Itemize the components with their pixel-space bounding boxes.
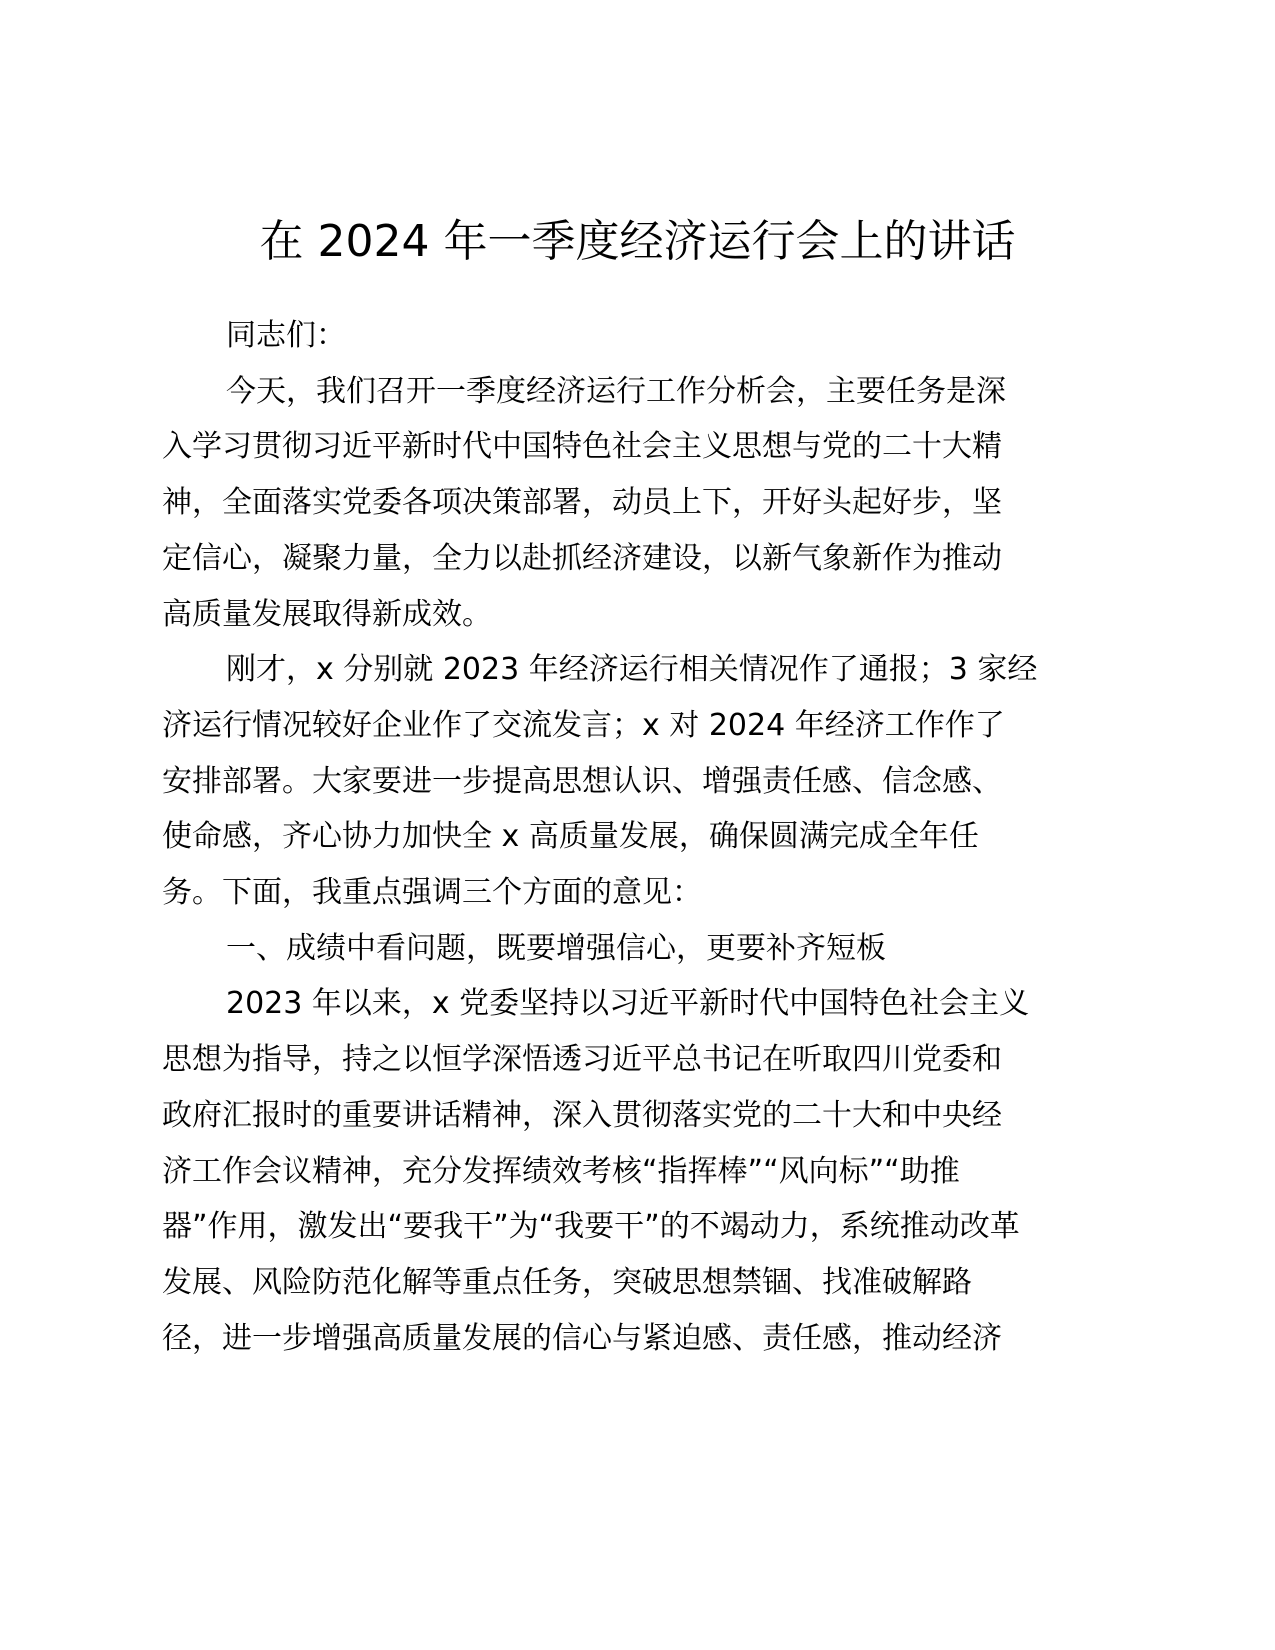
text-line: 器”作用，激发出“要我干”为“我要干”的不竭动力，系统推动改革 (162, 1209, 1020, 1245)
text-line: 2023 年以来，x 党委坚持以习近平新时代中国特色社会主义 (226, 986, 1030, 1022)
text-line: 刚才，x 分别就 2023 年经济运行相关情况作了通报；3 家经 (226, 652, 1038, 688)
paragraph-salutation (162, 308, 1098, 364)
text-line: 使命感，齐心协力加快全 x 高质量发展，确保圆满完成全年任 (162, 819, 979, 855)
text-line: 思想为指导，持之以恒学深悟透习近平总书记在听取四川党委和 (162, 1042, 1002, 1078)
text-line: 径，进一步增强高质量发展的信心与紧迫感、责任感，推动经济 (162, 1320, 1002, 1356)
text-line: 一、成绩中看问题，既要增强信心，更要补齐短板 (226, 930, 886, 966)
text-line: 今天，我们召开一季度经济运行工作分析会，主要任务是深 (226, 373, 1006, 409)
text-line: 同志们： (226, 318, 346, 353)
text-line: 高质量发展取得新成效。 (162, 596, 492, 632)
section-heading-1 (162, 921, 1098, 977)
text-line: 发展、风险防范化解等重点任务，突破思想禁锢、找准破解路 (162, 1264, 972, 1300)
document-body (162, 308, 1098, 1366)
text-line: 政府汇报时的重要讲话精神，深入贯彻落实党的二十大和中央经 (162, 1097, 1002, 1133)
paragraph-intro (162, 364, 1098, 643)
text-line: 济运行情况较好企业作了交流发言；x 对 2024 年经济工作作了 (162, 707, 1005, 743)
text-line: 神，全面落实党委各项决策部署，动员上下，开好头起好步，坚 (162, 485, 1002, 521)
text-line: 济工作会议精神，充分发挥绩效考核“指挥棒”“风向标”“助推 (162, 1153, 960, 1189)
paragraph-section-1 (162, 976, 1098, 1366)
text-line: 安排部署。大家要进一步提高思想认识、增强责任感、信念感、 (162, 763, 1002, 799)
text-line: 务。下面，我重点强调三个方面的意见： (162, 875, 702, 911)
document-title: 在 2024 年一季度经济运行会上的讲话 (259, 216, 1016, 267)
text-line: 定信心，凝聚力量，全力以赴抓经济建设，以新气象新作为推动 (162, 540, 1002, 576)
paragraph-summary (162, 642, 1098, 921)
text-line: 入学习贯彻习近平新时代中国特色社会主义思想与党的二十大精 (162, 429, 1002, 465)
